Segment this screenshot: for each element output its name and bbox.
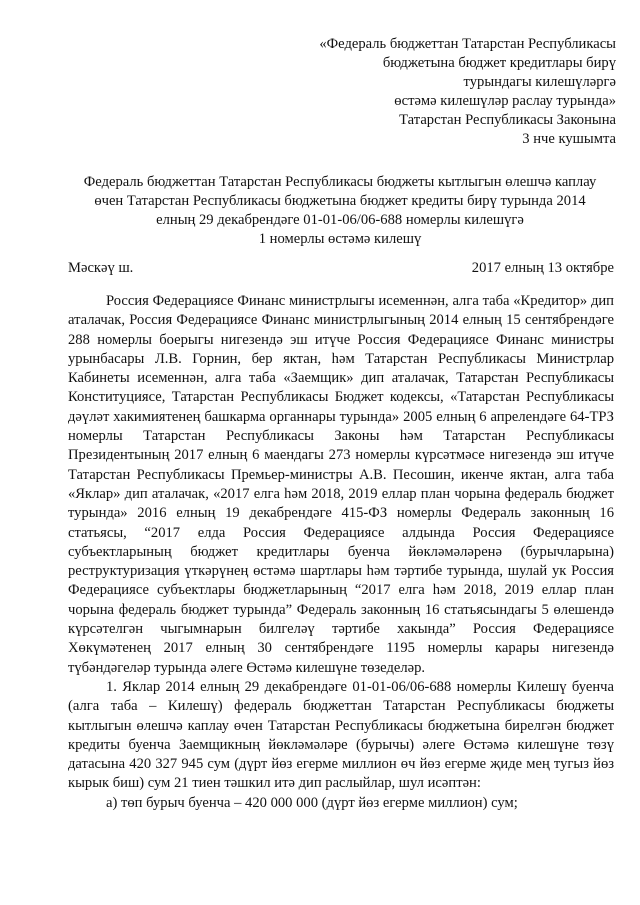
title-line: Федераль бюджеттан Татарстан Республикасы бюджеты кытлыгын өлешчә каплау bbox=[83, 174, 597, 190]
title-line: 1 номерлы өстәмә килешү bbox=[258, 231, 422, 247]
clause-paragraph: 1. Яклар 2014 елның 29 декабрендәге 01-01-06/06-688 номерлы Килешү буенча (алга таба – Килешү) федераль бюджеттан Татарстан Республикасы бюджеты кытлыгын өлешчә каплау өчен Татарстан Республикасы бюджетына бирелгән бюджет кредиты буенча Заемщикның йөкләмәләре (бурычы) әлеге Өстәмә килешүне төзү датасына 420 327 945 сум (дүрт йөз егерме миллион өч йөз егерме җиде мең тугыз йөз кырык биш) сум 21 тиен тәшкил итә дип раслыйлар, шул исәптән: bbox=[68, 678, 614, 792]
header-line: «Федераль бюджеттан Татарстан Республикасы bbox=[319, 36, 616, 52]
header-line: өстәмә килешүләр раслау турында» bbox=[394, 93, 616, 109]
appendix-header bbox=[319, 35, 616, 149]
header-line: 3 нче кушымта bbox=[522, 131, 616, 147]
preamble-paragraph: Россия Федерациясе Финанс министрлыгы исеменнән, алга таба «Кредитор» дип аталачак, Россия Федерациясе Финанс министрлыгының 2014 елның 15 сентябрендәге 288 номерлы боерыгы нигезендә эш итүче Россия Федерациясе Финанс министры урынбасары Л.В. Горнин, бер яктан, һәм Татарстан Республикасы Министрлар Кабинеты исеменнән, алга таба «Заемщик» дип аталачак, Татарстан Республикасы Конституциясе, Татарстан Республикасы Бюджет кодексы, «Татарстан Республикасы дәүләт хакимиятенең башкарма органнары турында» 2005 елның 6 апрелендәге 64-ТРЗ номерлы Татарстан Республикасы Законы һәм Татарстан Республикасы Президентының 2017 елның 6 маендагы 273 номерлы күрсәтмәсе нигезендә эш итүче Татарстан Республикасы Премьер-министры А.В. Песошин, икенче яктан, алга таба «Яклар» дип аталачак, «2017 елга һәм 2018, 2019 еллар план чорына федераль бюджет турында» 2016 елның 19 декабрендәге 415-ФЗ номерлы Федераль законның 16 статьясы, “2017 елда Россия Федерациясе алдында Россия Федерациясе субъектларының бюджет кредитлары буенча йөкләмәләренә (бурычларына) реструктуризация үткәрүнең өстәмә шартлары һәм тәртибе турында, шулай ук Россия Федерациясе субъектлары бюджетларының “2017 елга һәм 2018, 2019 еллар план чорына федераль бюджет турында” Федераль законның 16 статьясындагы 5 өлешендә күрсәтелгән чыгымнарын билгеләү тәртибе хакында” Россия Федерациясе Хөкүмәтенең 2017 елның 30 сентябрендәге 1195 номерлы карары нигезендә түбәндәгеләр турында әлеге Өстәмә килешүне төзеделәр. bbox=[68, 293, 614, 676]
place-date-row bbox=[68, 260, 614, 277]
header-line: Татарстан Республикасы Законына bbox=[399, 112, 616, 128]
header-line: турындагы килешүләргә bbox=[463, 74, 616, 90]
place: Мәскәү ш. bbox=[68, 260, 134, 276]
subclause-paragraph: а) төп бурыч буенча – 420 000 000 (дүрт йөз егерме миллион) сум; bbox=[106, 794, 518, 811]
title-line: өчен Татарстан Республикасы бюджетына бюджет кредиты бирү турында 2014 bbox=[94, 193, 586, 209]
header-line: бюджетына бюджет кредитлары бирү bbox=[382, 55, 616, 71]
document-body bbox=[68, 292, 614, 813]
document-title bbox=[40, 173, 640, 249]
date: 2017 елның 13 октябре bbox=[471, 260, 614, 276]
title-line: елның 29 декабрендәге 01-01-06/06-688 номерлы килешүгә bbox=[156, 212, 524, 228]
